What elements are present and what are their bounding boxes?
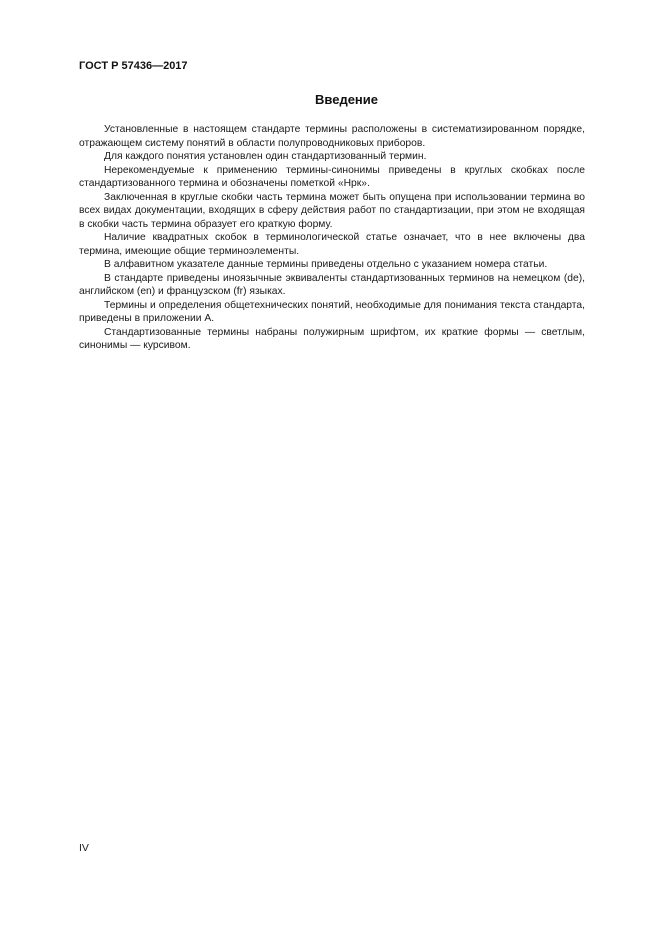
- page-number: IV: [79, 842, 89, 854]
- document-body: [79, 123, 585, 353]
- paragraph: Стандартизованные термины набраны полужирным шрифтом, их краткие формы — светлым, синонимы — курсивом.: [79, 326, 585, 351]
- paragraph: В стандарте приведены иноязычные эквиваленты стандартизованных терминов на немецком (de), английском (en) и французском (fr) языках.: [79, 272, 585, 297]
- paragraph: Нерекомендуемые к применению термины-синонимы приведены в круглых скобках после стандартизованного термина и обозначены пометкой «Нрк».: [79, 164, 585, 189]
- section-title: Введение: [315, 92, 378, 107]
- document-header: ГОСТ Р 57436—2017: [79, 60, 188, 72]
- paragraph: Термины и определения общетехнических понятий, необходимые для понимания текста стандарта, приведены в приложении А.: [79, 299, 585, 324]
- paragraph: В алфавитном указателе данные термины приведены отдельно с указанием номера статьи.: [104, 259, 548, 270]
- paragraph: Наличие квадратных скобок в терминологической статье означает, что в нее включены два термина, имеющие общие терминоэлементы.: [79, 232, 585, 257]
- paragraph: Установленные в настоящем стандарте термины расположены в систематизированном порядке, отражающем систему понятий в области полупроводниковых приборов.: [79, 124, 585, 149]
- paragraph: Для каждого понятия установлен один стандартизованный термин.: [104, 151, 427, 162]
- paragraph: Заключенная в круглые скобки часть термина может быть опущена при использовании термина во всех видах документации, входящих в сферу действия работ по стандартизации, при этом не входящая в скобки часть термина образует его краткую форму.: [79, 191, 585, 230]
